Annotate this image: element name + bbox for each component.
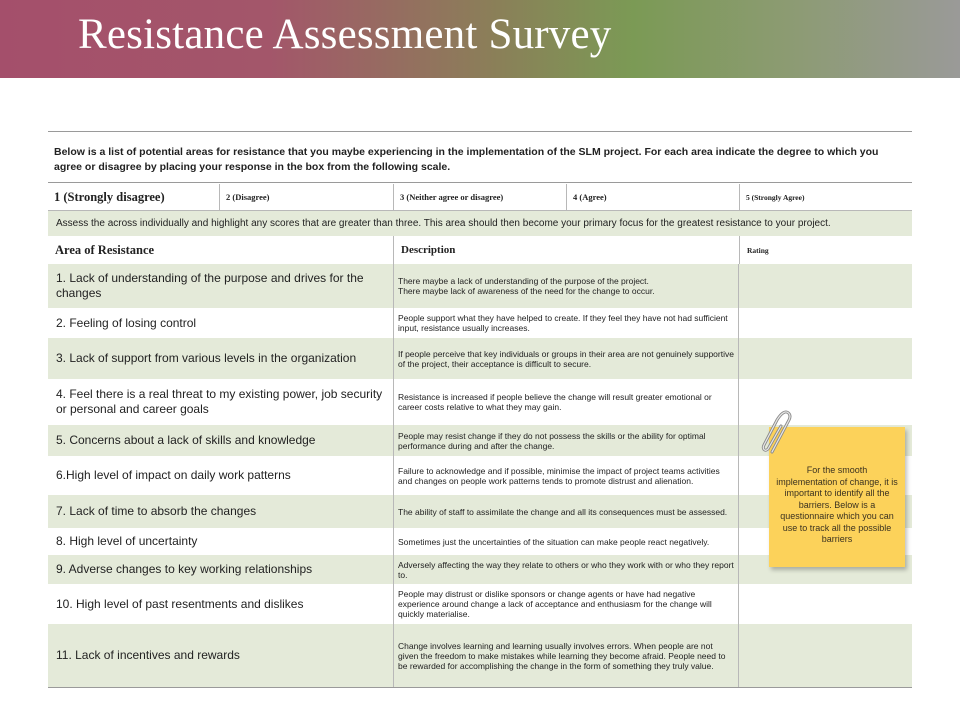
row-description: Adversely affecting the way they relate to others or who they work with or who they report to. bbox=[393, 555, 739, 584]
header-description: Description bbox=[393, 236, 739, 264]
header-rating: Rating bbox=[739, 236, 912, 264]
table-row bbox=[48, 338, 912, 379]
title-banner bbox=[0, 0, 960, 78]
scale-5: 5 (Strongly Agree) bbox=[746, 192, 805, 202]
row-description: People support what they have helped to create. If they feel they have not had sufficient input, resistance usually increases. bbox=[393, 308, 739, 338]
row-description: People may distrust or dislike sponsors or change agents or have had negative experience around change a lack of acceptance and enthusiasm for the change will quickly materialise. bbox=[393, 584, 739, 624]
row-area: 5. Concerns about a lack of skills and knowledge bbox=[56, 433, 316, 447]
paperclip-icon bbox=[758, 408, 798, 458]
row-area: 8. High level of uncertainty bbox=[56, 534, 198, 548]
assess-instructions: Assess the across individually and highlight any scores that are greater than three. This area should then become your primary focus for the greatest resistance to your project. bbox=[48, 211, 912, 236]
header-area: Area of Resistance bbox=[55, 242, 155, 257]
row-area: 9. Adverse changes to key working relationships bbox=[56, 562, 313, 576]
scale-4: 4 (Agree) bbox=[567, 184, 740, 210]
scale-2: 2 (Disagree) bbox=[220, 184, 394, 210]
scale-row bbox=[48, 184, 912, 211]
row-area: 10. High level of past resentments and dislikes bbox=[56, 596, 304, 611]
rating-box[interactable] bbox=[739, 624, 912, 687]
row-description: People may resist change if they do not possess the skills or the ability for optimal performance during and after the change. bbox=[393, 425, 739, 456]
table-row bbox=[48, 584, 912, 624]
page-title: Resistance Assessment Survey bbox=[78, 11, 612, 58]
table-row bbox=[48, 308, 912, 338]
rating-box[interactable] bbox=[739, 308, 912, 338]
scale-1: 1 (Strongly disagree) bbox=[48, 184, 220, 210]
row-description: Failure to acknowledge and if possible, minimise the impact of project teams activities and changes on people work patterns tends to promote distrust and alienation. bbox=[393, 456, 739, 495]
table-row bbox=[48, 624, 912, 687]
row-description: There maybe a lack of understanding of the purpose of the project. There maybe lack of awareness of the need for the change to occur. bbox=[393, 264, 739, 308]
rating-box[interactable] bbox=[739, 584, 912, 624]
row-area: 7. Lack of time to absorb the changes bbox=[56, 504, 257, 518]
row-description: Resistance is increased if people believe the change will result greater emotional or career costs relative to what they may gain. bbox=[393, 379, 739, 425]
row-area: 11. Lack of incentives and rewards bbox=[56, 648, 240, 662]
row-area: 6.High level of impact on daily work patterns bbox=[56, 468, 291, 482]
bottom-divider bbox=[48, 687, 912, 688]
row-area: 4. Feel there is a real threat to my existing power, job security or personal and career goals bbox=[56, 387, 383, 416]
rating-box[interactable] bbox=[739, 338, 912, 379]
scale-3: 3 (Neither agree or disagree) bbox=[394, 184, 567, 210]
intro-text: Below is a list of potential areas for resistance that you maybe experiencing in the implementation of the SLM project. For each area indicate the degree to which you agree or disagree by placing your response in the box from the following scale. bbox=[48, 132, 912, 183]
row-description: Change involves learning and learning usually involves errors. When people are not given the freedom to make mistakes while learning they become afraid. People need to be rewarded for accomplishing the change in the form of something they truly value. bbox=[393, 624, 739, 687]
rating-box[interactable] bbox=[739, 264, 912, 308]
sticky-note: For the smooth implementation of change, it is important to identify all the barriers. Below is a questionnaire which you can use to track all the possible barriers bbox=[769, 427, 905, 567]
row-area: 2. Feeling of losing control bbox=[56, 315, 197, 330]
row-area: 1. Lack of understanding of the purpose and drives for the changes bbox=[56, 271, 364, 300]
table-header bbox=[48, 236, 912, 264]
row-area: 3. Lack of support from various levels in the organization bbox=[56, 351, 357, 365]
row-description: The ability of staff to assimilate the change and all its consequences must be assessed. bbox=[393, 495, 739, 528]
row-description: Sometimes just the uncertainties of the situation can make people react negatively. bbox=[393, 528, 739, 555]
table-row bbox=[48, 264, 912, 308]
row-description: If people perceive that key individuals or groups in their area are not genuinely supportive of the project, their acceptance is difficult to secure. bbox=[393, 338, 739, 379]
